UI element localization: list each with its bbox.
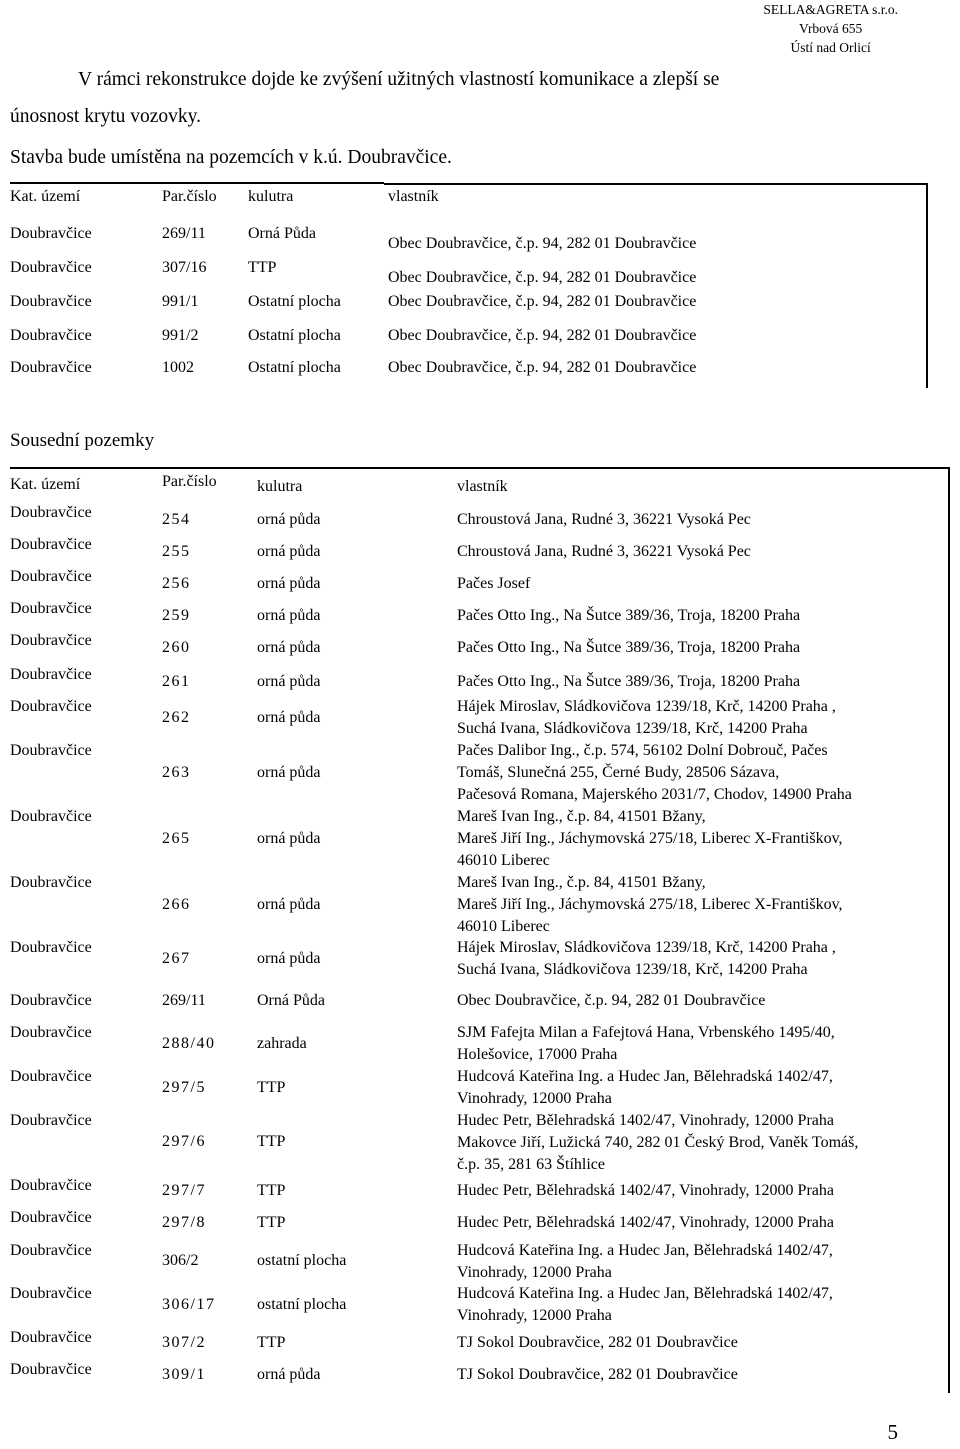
- cell-par-cislo: 262: [162, 709, 191, 726]
- company-name: SELLA&AGRETA s.r.o.: [763, 2, 898, 17]
- cell-par-cislo: 259: [162, 607, 191, 624]
- cell-vlastnik-line: Pačes Josef: [457, 575, 531, 592]
- cell-kat-uzemi: Doubravčice: [10, 1177, 92, 1194]
- cell-kultura: orná půda: [257, 709, 321, 726]
- cell-par-cislo: 306/2: [162, 1252, 199, 1269]
- cell-kultura: TTP: [248, 259, 277, 276]
- cell-par-cislo: 297/5: [162, 1079, 206, 1096]
- company-city: Ústí nad Orlicí: [790, 40, 871, 55]
- company-street: Vrbová 655: [799, 21, 863, 36]
- cell-par-cislo: 255: [162, 543, 191, 560]
- cell-vlastnik-line: TJ Sokol Doubravčice, 282 01 Doubravčice: [457, 1366, 738, 1383]
- cell-vlastnik-line: Vinohrady, 12000 Praha: [457, 1307, 612, 1324]
- cell-kat-uzemi: Doubravčice: [10, 666, 92, 683]
- cell-vlastnik-line: Pačesová Romana, Majerského 2031/7, Chodov, 14900 Praha: [457, 786, 852, 803]
- cell-kat-uzemi: Doubravčice: [10, 1285, 92, 1302]
- header-par-cislo: Par.číslo: [162, 473, 217, 490]
- cell-par-cislo: 263: [162, 764, 191, 781]
- cell-par-cislo: 256: [162, 575, 191, 592]
- cell-kat-uzemi: Doubravčice: [10, 1112, 92, 1129]
- cell-kat-uzemi: Doubravčice: [10, 1242, 92, 1259]
- cell-kat-uzemi: Doubravčice: [10, 359, 92, 376]
- cell-vlastnik-line: Mareš Jiří Ing., Jáchymovská 275/18, Liberec X-Františkov,: [457, 896, 843, 913]
- section-title: Sousední pozemky: [10, 430, 155, 451]
- cell-kat-uzemi: Doubravčice: [10, 327, 92, 344]
- cell-par-cislo: 297/6: [162, 1133, 206, 1150]
- cell-vlastnik-line: Hájek Miroslav, Sládkovičova 1239/18, Krč, 14200 Praha ,: [457, 698, 836, 715]
- cell-par-cislo: 309/1: [162, 1366, 206, 1383]
- table-border: [10, 182, 384, 184]
- cell-kat-uzemi: Doubravčice: [10, 225, 92, 242]
- cell-kultura: orná půda: [257, 950, 321, 967]
- cell-vlastnik-line: Hudcová Kateřina Ing. a Hudec Jan, Bělehradská 1402/47,: [457, 1285, 833, 1302]
- cell-kat-uzemi: Doubravčice: [10, 698, 92, 715]
- cell-kat-uzemi: Doubravčice: [10, 808, 92, 825]
- cell-kat-uzemi: Doubravčice: [10, 632, 92, 649]
- table-border: [948, 467, 950, 1393]
- cell-kultura: Orná Půda: [257, 992, 325, 1009]
- cell-kultura: TTP: [257, 1133, 286, 1150]
- header-kat-uzemi: Kat. území: [10, 476, 81, 493]
- cell-vlastnik-line: Mareš Ivan Ing., č.p. 84, 41501 Bžany,: [457, 808, 706, 825]
- cell-kultura: orná půda: [257, 830, 321, 847]
- header-vlastnik: vlastník: [457, 478, 508, 495]
- table-border: [926, 183, 928, 388]
- intro-line-3: Stavba bude umístěna na pozemcích v k.ú. Doubravčice.: [10, 147, 452, 168]
- cell-par-cislo: 267: [162, 950, 191, 967]
- cell-kultura: orná půda: [257, 575, 321, 592]
- intro-line-1: V rámci rekonstrukce dojde ke zvýšení užitných vlastností komunikace a zlepší se: [78, 69, 720, 90]
- cell-kat-uzemi: Doubravčice: [10, 939, 92, 956]
- cell-kultura: Ostatní plocha: [248, 327, 341, 344]
- cell-vlastnik-line: Hudcová Kateřina Ing. a Hudec Jan, Bělehradská 1402/47,: [457, 1242, 833, 1259]
- cell-vlastnik-line: Obec Doubravčice, č.p. 94, 282 01 Doubravčice: [457, 992, 766, 1009]
- cell-kat-uzemi: Doubravčice: [10, 1209, 92, 1226]
- cell-kat-uzemi: Doubravčice: [10, 992, 92, 1009]
- cell-kat-uzemi: Doubravčice: [10, 1068, 92, 1085]
- cell-par-cislo: 269/11: [162, 992, 206, 1009]
- cell-vlastnik-line: Makovce Jiří, Lužická 740, 282 01 Český Brod, Vaněk Tomáš,: [457, 1134, 859, 1151]
- page-number: 5: [887, 1420, 898, 1444]
- cell-par-cislo: 288/40: [162, 1035, 216, 1052]
- cell-vlastnik: Obec Doubravčice, č.p. 94, 282 01 Doubravčice: [388, 359, 697, 376]
- cell-vlastnik-line: Suchá Ivana, Sládkovičova 1239/18, Krč, 14200 Praha: [457, 961, 808, 978]
- cell-kultura: orná půda: [257, 639, 321, 656]
- cell-par-cislo: 991/1: [162, 293, 199, 310]
- cell-vlastnik-line: Pačes Otto Ing., Na Šutce 389/36, Troja, 18200 Praha: [457, 607, 801, 624]
- cell-par-cislo: 307/16: [162, 259, 207, 276]
- company-header: [763, 0, 898, 57]
- cell-kultura: Ostatní plocha: [248, 359, 341, 376]
- cell-vlastnik-line: Pačes Otto Ing., Na Šutce 389/36, Troja, 18200 Praha: [457, 639, 801, 656]
- cell-vlastnik: Obec Doubravčice, č.p. 94, 282 01 Doubravčice: [388, 293, 697, 310]
- cell-kultura: orná půda: [257, 1366, 321, 1383]
- header-kultura: kulutra: [257, 478, 303, 495]
- cell-kultura: orná půda: [257, 607, 321, 624]
- cell-vlastnik-line: TJ Sokol Doubravčice, 282 01 Doubravčice: [457, 1334, 738, 1351]
- cell-par-cislo: 261: [162, 673, 191, 690]
- cell-vlastnik-line: Chroustová Jana, Rudné 3, 36221 Vysoká Pec: [457, 543, 751, 560]
- cell-par-cislo: 297/8: [162, 1214, 206, 1231]
- cell-vlastnik-line: Suchá Ivana, Sládkovičova 1239/18, Krč, 14200 Praha: [457, 720, 808, 737]
- cell-vlastnik-line: 46010 Liberec: [457, 918, 550, 935]
- cell-vlastnik-line: Mareš Jiří Ing., Jáchymovská 275/18, Liberec X-Františkov,: [457, 830, 843, 847]
- intro-line-2: únosnost krytu vozovky.: [10, 106, 202, 127]
- cell-kultura: zahrada: [257, 1035, 307, 1052]
- cell-vlastnik: Obec Doubravčice, č.p. 94, 282 01 Doubravčice: [388, 269, 697, 286]
- cell-kat-uzemi: Doubravčice: [10, 874, 92, 891]
- cell-par-cislo: 297/7: [162, 1182, 206, 1199]
- header-par-cislo: Par.číslo: [162, 188, 217, 205]
- cell-kultura: TTP: [257, 1079, 286, 1096]
- cell-par-cislo: 1002: [162, 359, 194, 376]
- cell-par-cislo: 307/2: [162, 1334, 206, 1351]
- table-border: [10, 467, 948, 469]
- cell-kultura: ostatní plocha: [257, 1296, 347, 1313]
- cell-par-cislo: 991/2: [162, 327, 199, 344]
- cell-par-cislo: 306/17: [162, 1296, 216, 1313]
- cell-par-cislo: 260: [162, 639, 191, 656]
- cell-vlastnik-line: Vinohrady, 12000 Praha: [457, 1264, 612, 1281]
- cell-kultura: TTP: [257, 1214, 286, 1231]
- cell-vlastnik-line: Vinohrady, 12000 Praha: [457, 1090, 612, 1107]
- header-kat-uzemi: Kat. území: [10, 188, 81, 205]
- cell-kat-uzemi: Doubravčice: [10, 600, 92, 617]
- cell-vlastnik-line: Pačes Otto Ing., Na Šutce 389/36, Troja, 18200 Praha: [457, 673, 801, 690]
- cell-kultura: orná půda: [257, 896, 321, 913]
- cell-par-cislo: 254: [162, 511, 191, 528]
- cell-kat-uzemi: Doubravčice: [10, 1361, 92, 1378]
- table-border: [384, 183, 928, 185]
- cell-vlastnik-line: č.p. 35, 281 63 Štíhlice: [457, 1156, 605, 1173]
- cell-vlastnik-line: Hájek Miroslav, Sládkovičova 1239/18, Krč, 14200 Praha ,: [457, 939, 836, 956]
- cell-kat-uzemi: Doubravčice: [10, 259, 92, 276]
- cell-par-cislo: 265: [162, 830, 191, 847]
- cell-kultura: orná půda: [257, 543, 321, 560]
- cell-vlastnik-line: Chroustová Jana, Rudné 3, 36221 Vysoká Pec: [457, 511, 751, 528]
- cell-vlastnik-line: Mareš Ivan Ing., č.p. 84, 41501 Bžany,: [457, 874, 706, 891]
- cell-vlastnik-line: Pačes Dalibor Ing., č.p. 574, 56102 Dolní Dobrouč, Pačes: [457, 742, 828, 759]
- cell-kultura: orná půda: [257, 764, 321, 781]
- cell-par-cislo: 266: [162, 896, 191, 913]
- cell-kultura: ostatní plocha: [257, 1252, 347, 1269]
- cell-vlastnik-line: 46010 Liberec: [457, 852, 550, 869]
- cell-kultura: TTP: [257, 1334, 286, 1351]
- cell-vlastnik-line: Tomáš, Slunečná 255, Černé Budy, 28506 Sázava,: [457, 764, 780, 781]
- cell-kat-uzemi: Doubravčice: [10, 293, 92, 310]
- cell-vlastnik-line: Holešovice, 17000 Praha: [457, 1046, 618, 1063]
- cell-kultura: TTP: [257, 1182, 286, 1199]
- cell-vlastnik: Obec Doubravčice, č.p. 94, 282 01 Doubravčice: [388, 235, 697, 252]
- header-kultura: kulutra: [248, 188, 294, 205]
- cell-kultura: orná půda: [257, 511, 321, 528]
- cell-kat-uzemi: Doubravčice: [10, 742, 92, 759]
- cell-kat-uzemi: Doubravčice: [10, 1024, 92, 1041]
- cell-kat-uzemi: Doubravčice: [10, 504, 92, 521]
- header-vlastnik: vlastník: [388, 188, 439, 205]
- cell-kat-uzemi: Doubravčice: [10, 568, 92, 585]
- cell-vlastnik-line: Hudec Petr, Bělehradská 1402/47, Vinohrady, 12000 Praha: [457, 1182, 834, 1199]
- cell-kat-uzemi: Doubravčice: [10, 536, 92, 553]
- cell-kat-uzemi: Doubravčice: [10, 1329, 92, 1346]
- cell-vlastnik-line: Hudec Petr, Bělehradská 1402/47, Vinohrady, 12000 Praha: [457, 1112, 834, 1129]
- cell-vlastnik-line: SJM Fafejta Milan a Fafejtová Hana, Vrbenského 1495/40,: [457, 1024, 835, 1041]
- cell-kultura: orná půda: [257, 673, 321, 690]
- cell-vlastnik: Obec Doubravčice, č.p. 94, 282 01 Doubravčice: [388, 327, 697, 344]
- cell-kultura: Orná Půda: [248, 225, 316, 242]
- cell-par-cislo: 269/11: [162, 225, 206, 242]
- cell-kultura: Ostatní plocha: [248, 293, 341, 310]
- cell-vlastnik-line: Hudcová Kateřina Ing. a Hudec Jan, Bělehradská 1402/47,: [457, 1068, 833, 1085]
- cell-vlastnik-line: Hudec Petr, Bělehradská 1402/47, Vinohrady, 12000 Praha: [457, 1214, 834, 1231]
